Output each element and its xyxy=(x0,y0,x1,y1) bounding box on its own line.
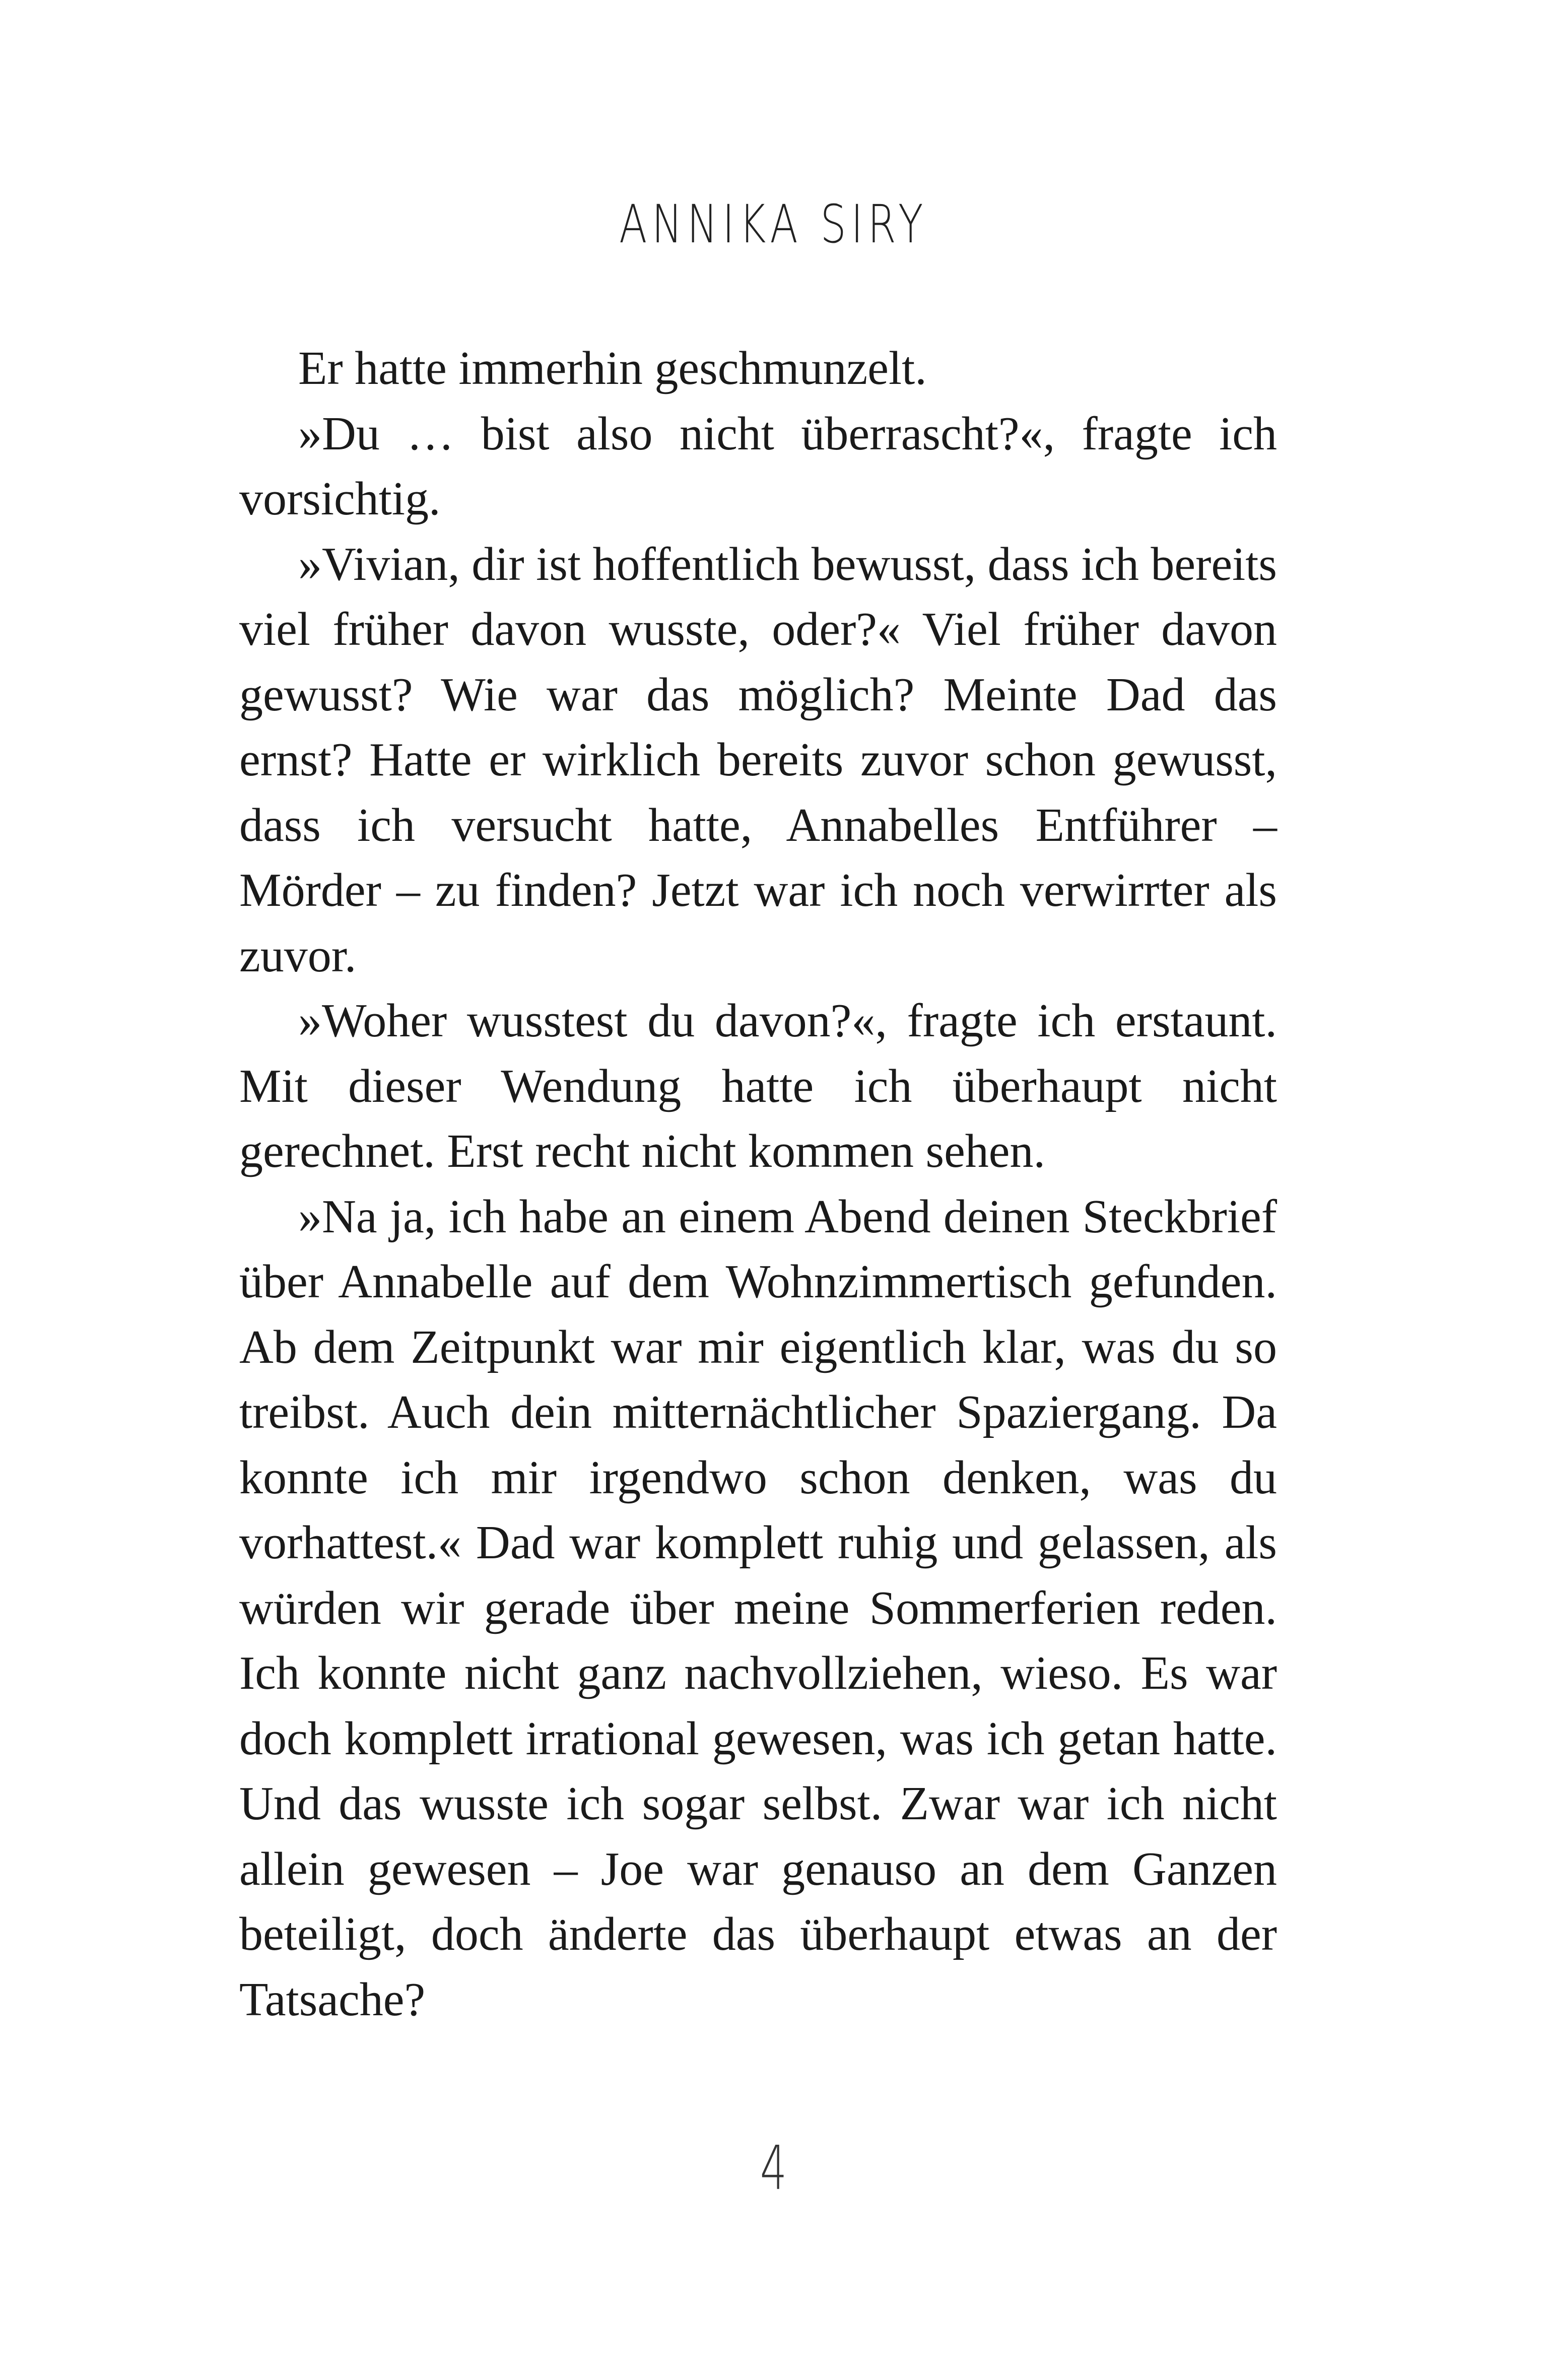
paragraph: »Vivian, dir ist hoffentlich bewusst, dass ich bereits viel früher davon wusste, oder?« Viel früher davon gewusst? Wie war das möglich? Meinte Dad das ernst? Hatte er wirklich bereits zuvor schon gewusst, dass ich versucht hatte, Annabelles Entführer – Mörder – zu finden? Jetzt war ich noch verwirrter als zuvor. xyxy=(239,538,1277,982)
page-number: 4 xyxy=(760,2134,787,2204)
paragraph: »Na ja, ich habe an einem Abend deinen Steckbrief über Annabelle auf dem Wohnzimmertisch gefunden. Ab dem Zeitpunkt war mir eigentlich klar, was du so treibst. Auch dein mitternächtlicher Spaziergang. Da konnte ich mir irgendwo schon denken, was du vorhattest.« Dad war komplett ruhig und gelassen, als würden wir gerade über meine Sommerferien reden. Ich konnte nicht ganz nachvollziehen, wieso. Es war doch komplett irrational gewesen, was ich getan hatte. Und das wusste ich sogar selbst. Zwar war ich nicht allein gewesen – Joe war genauso an dem Ganzen beteiligt, doch änderte das überhaupt etwas an der Tatsache? xyxy=(239,1190,1277,2026)
paragraph: »Du … bist also nicht überrascht?«, fragte ich vorsichtig. xyxy=(239,407,1277,525)
paragraph: Er hatte immerhin geschmunzelt. xyxy=(298,342,927,394)
paragraph: »Woher wusstest du davon?«, fragte ich erstaunt. Mit dieser Wendung hatte ich überhaupt nicht gerechnet. Erst recht nicht kommen sehen. xyxy=(239,995,1277,1177)
body-text xyxy=(239,336,1277,2032)
running-head-author: ANNIKA SIRY xyxy=(619,193,928,255)
